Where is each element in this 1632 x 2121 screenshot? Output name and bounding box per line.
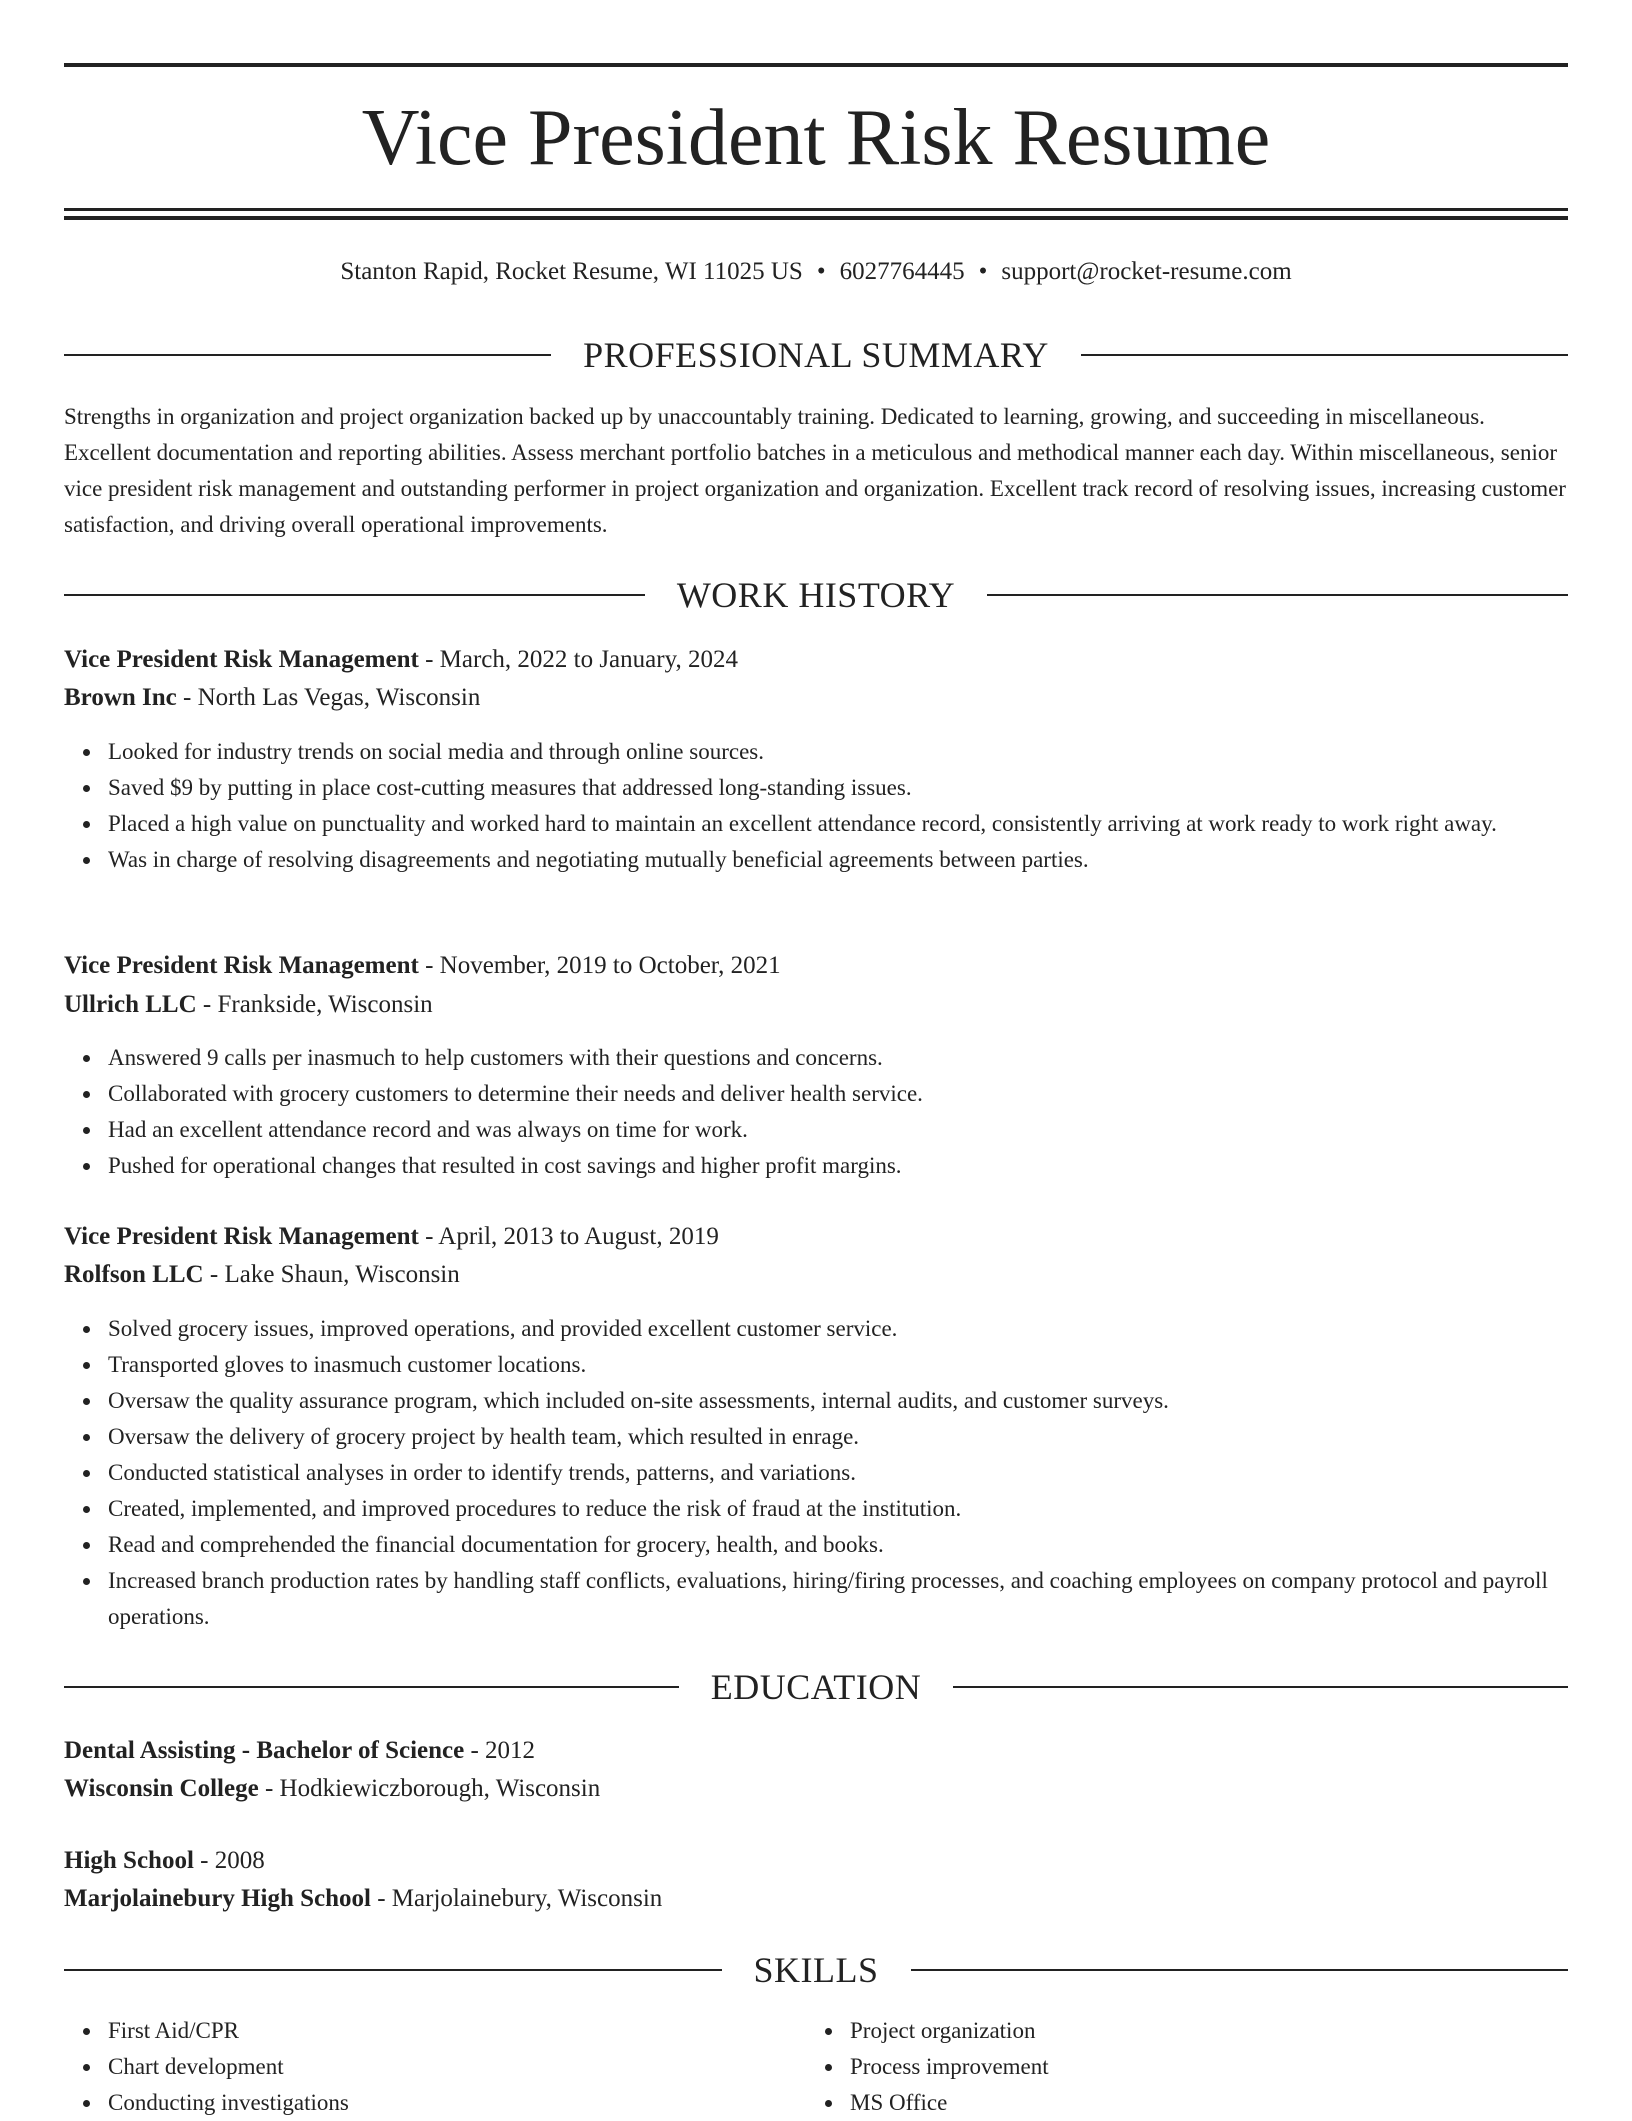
job-bullet: Transported gloves to inasmuch customer locations. [108, 1347, 1612, 1383]
contact-separator: • [816, 258, 826, 285]
section-heading-education [64, 1665, 1568, 1709]
section-heading-label: SKILLS [753, 1950, 879, 1990]
education-school: Marjolainebury High School [64, 1885, 371, 1912]
job-bullet: Conducted statistical analyses in order to identify trends, patterns, and variations. [108, 1455, 1612, 1491]
divider-line [64, 1969, 722, 1971]
job-bullet-list [64, 734, 1612, 878]
divider-line [987, 594, 1568, 596]
skill-item: Project organization [850, 2013, 1550, 2049]
job-company-line [64, 679, 1568, 717]
job-bullet: Pushed for operational changes that resulted in cost savings and higher profit margins. [108, 1148, 1612, 1184]
contact-address: Stanton Rapid, Rocket Resume, WI 11025 US [340, 258, 803, 285]
section-heading-label: EDUCATION [710, 1667, 922, 1707]
job-dates: - November, 2019 to October, 2021 [418, 952, 781, 979]
skill-item: Process improvement [850, 2049, 1550, 2085]
section-heading-label: WORK HISTORY [676, 575, 956, 615]
job-dates: - March, 2022 to January, 2024 [418, 646, 738, 673]
header-top-rule [64, 63, 1568, 67]
education-degree: Dental Assisting - Bachelor of Science [64, 1737, 465, 1764]
job-bullet: Solved grocery issues, improved operations, and provided excellent customer service. [108, 1311, 1612, 1347]
header-double-rule-lower [64, 216, 1568, 220]
education-degree-line [64, 1732, 1568, 1770]
job-bullet: Collaborated with grocery customers to determine their needs and deliver health service. [108, 1076, 1612, 1112]
job-location: - North Las Vegas, Wisconsin [176, 684, 481, 711]
job-role: Vice President Risk Management [64, 952, 419, 979]
job-location: - Frankside, Wisconsin [196, 991, 433, 1018]
skills-list-right [806, 2013, 1550, 2121]
divider-line [64, 594, 645, 596]
job-role: Vice President Risk Management [64, 646, 419, 673]
job-bullet: Increased branch production rates by handling staff conflicts, evaluations, hiring/firing processes, and coaching employees on company protocol and payroll operations. [108, 1563, 1612, 1635]
job-title-line [64, 947, 1568, 985]
job-bullet: Saved $9 by putting in place cost-cutting measures that addressed long-standing issues. [108, 770, 1612, 806]
education-degree: High School [64, 1847, 194, 1874]
page-title: Vice President Risk Resume [361, 94, 1271, 182]
skills-list-left [64, 2013, 808, 2121]
job-dates: - April, 2013 to August, 2019 [418, 1223, 719, 1250]
job-company: Brown Inc [64, 684, 177, 711]
contact-line [64, 254, 1568, 290]
skill-item: MS Office [850, 2085, 1550, 2121]
education-location: - Marjolainebury, Wisconsin [370, 1885, 663, 1912]
summary-paragraph: Strengths in organization and project organization backed up by unaccountably training. Dedicated to learning, growing, and succeeding in miscellaneous. Excellent documentation and reporting abilities. Assess merchant portfolio batches in a meticulous and methodical manner each day. Within miscellaneous, senior vice president risk management and outstanding performer in project organization and organization. Excellent track record of resolving issues, increasing customer satisfaction, and driving overall operational improvements. [64, 404, 1566, 537]
job-bullet-list [64, 1311, 1612, 1635]
job-title-line [64, 641, 1568, 679]
job-bullet: Oversaw the quality assurance program, which included on-site assessments, internal audits, and customer surveys. [108, 1383, 1612, 1419]
contact-email: support@rocket-resume.com [1001, 258, 1292, 285]
job-bullet: Placed a high value on punctuality and worked hard to maintain an excellent attendance record, consistently arriving at work ready to work right away. [108, 806, 1612, 842]
job-location: - Lake Shaun, Wisconsin [203, 1261, 460, 1288]
job-company: Ullrich LLC [64, 991, 197, 1018]
job-bullet: Created, implemented, and improved procedures to reduce the risk of fraud at the institution. [108, 1491, 1612, 1527]
job-bullet: Was in charge of resolving disagreements and negotiating mutually beneficial agreements between parties. [108, 842, 1612, 878]
job-bullet: Answered 9 calls per inasmuch to help customers with their questions and concerns. [108, 1040, 1612, 1076]
contact-separator: • [978, 258, 988, 285]
section-heading-skills [64, 1948, 1568, 1992]
job-role: Vice President Risk Management [64, 1223, 419, 1250]
job-bullet-list [64, 1040, 1612, 1184]
job-bullet: Looked for industry trends on social media and through online sources. [108, 734, 1612, 770]
skill-item: Chart development [108, 2049, 808, 2085]
education-year: - 2008 [193, 1847, 265, 1874]
divider-line [953, 1686, 1568, 1688]
section-heading-work-history [64, 573, 1568, 617]
education-location: - Hodkiewiczborough, Wisconsin [258, 1775, 601, 1802]
education-school-line [64, 1880, 1568, 1918]
job-company-line [64, 986, 1568, 1024]
skill-item: Conducting investigations [108, 2085, 808, 2121]
education-year: - 2012 [464, 1737, 536, 1764]
skill-item: First Aid/CPR [108, 2013, 808, 2049]
section-heading-label: PROFESSIONAL SUMMARY [583, 335, 1049, 375]
job-bullet: Read and comprehended the financial documentation for grocery, health, and books. [108, 1527, 1612, 1563]
divider-line [1081, 354, 1568, 356]
education-school-line [64, 1770, 1568, 1808]
divider-line [64, 354, 551, 356]
job-company: Rolfson LLC [64, 1261, 204, 1288]
education-degree-line [64, 1842, 1568, 1880]
header-double-rule-upper [64, 208, 1568, 211]
job-company-line [64, 1256, 1568, 1294]
education-school: Wisconsin College [64, 1775, 259, 1802]
job-title-line [64, 1218, 1568, 1256]
contact-phone: 6027764445 [839, 258, 965, 285]
divider-line [64, 1686, 679, 1688]
divider-line [911, 1969, 1569, 1971]
section-heading-summary [64, 333, 1568, 377]
job-bullet: Oversaw the delivery of grocery project by health team, which resulted in enrage. [108, 1419, 1612, 1455]
job-bullet: Had an excellent attendance record and was always on time for work. [108, 1112, 1612, 1148]
